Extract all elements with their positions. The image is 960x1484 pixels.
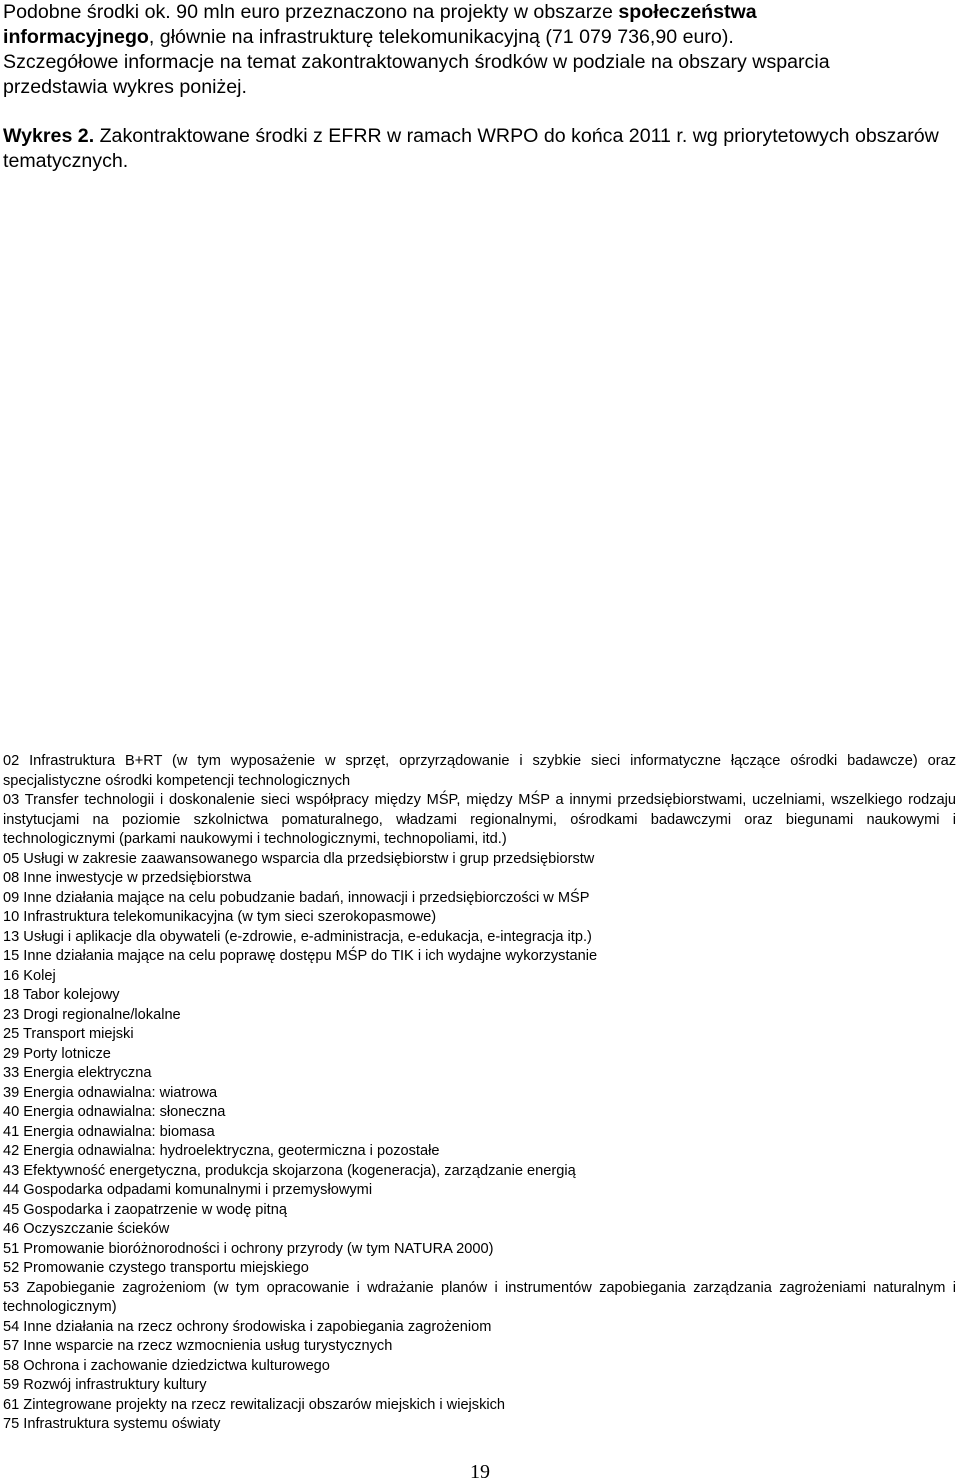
legend-item: 40 Energia odnawialna: słoneczna bbox=[3, 1104, 226, 1120]
legend-item: 43 Efektywność energetyczna, produkcja skojarzona (kogeneracja), zarządzanie energią bbox=[3, 1162, 576, 1179]
legend-item: 58 Ochrona i zachowanie dziedzictwa kulturowego bbox=[3, 1357, 330, 1374]
legend-item: 51 Promowanie bioróżnorodności i ochrony przyrody (w tym NATURA 2000) bbox=[3, 1240, 494, 1257]
intro-line-4: przedstawia wykres poniżej. bbox=[3, 76, 247, 98]
intro-paragraph bbox=[3, 0, 956, 100]
figure-title: Zakontraktowane środki z EFRR w ramach WRPO do końca 2011 r. wg priorytetowych obszarów tematycznych. bbox=[3, 125, 939, 172]
page-number: 19 bbox=[470, 1461, 490, 1483]
intro-line-2 bbox=[3, 25, 956, 50]
legend-item: 45 Gospodarka i zaopatrzenie w wodę pitną bbox=[3, 1201, 287, 1218]
legend-item: 18 Tabor kolejowy bbox=[3, 987, 120, 1003]
intro-text: Podobne środki ok. 90 mln euro przeznaczono na projekty w obszarze bbox=[3, 1, 619, 23]
intro-bold-term: społeczeństwa bbox=[618, 1, 757, 23]
legend-item: 39 Energia odnawialna: wiatrowa bbox=[3, 1084, 218, 1101]
intro-line-3: Szczegółowe informacje na temat zakontraktowanych środków w podziale na obszary wsparcia bbox=[3, 51, 830, 73]
legend-item: 75 Infrastruktura systemu oświaty bbox=[3, 1416, 221, 1432]
legend-item: 44 Gospodarka odpadami komunalnymi i przemysłowymi bbox=[3, 1182, 373, 1198]
legend-item: 10 Infrastruktura telekomunikacyjna (w tym sieci szerokopasmowe) bbox=[3, 909, 437, 925]
legend-item: 03 Transfer technologii i doskonalenie sieci współpracy między MŚP, między MŚP a innymi przedsiębiorstwami, uczelniami, wszelkiego rodzaju instytucjami na poziomie szkolnictwa pomaturalnego, władzami regionalnymi, ośrodkami badawczymi oraz biegunami naukowymi i technologicznymi (parkami naukowymi i technologicznymi, technopoliami, itd.) bbox=[3, 792, 956, 847]
legend-item: 13 Usługi i aplikacje dla obywateli (e-zdrowie, e-administracja, e-edukacja, e-integracja itp.) bbox=[3, 928, 592, 945]
legend-item: 54 Inne działania na rzecz ochrony środowiska i zapobiegania zagrożeniom bbox=[3, 1318, 492, 1335]
intro-text: , głównie na infrastrukturę telekomunikacyjną (71 079 736,90 euro). bbox=[148, 26, 734, 48]
legend-item: 08 Inne inwestycje w przedsiębiorstwa bbox=[3, 870, 252, 886]
chart-area-blank bbox=[3, 180, 956, 750]
figure-caption bbox=[3, 124, 956, 174]
legend-item: 33 Energia elektryczna bbox=[3, 1065, 152, 1081]
legend-item: 57 Inne wsparcie na rzecz wzmocnienia usług turystycznych bbox=[3, 1338, 393, 1354]
legend-item: 25 Transport miejski bbox=[3, 1026, 134, 1042]
legend-item: 42 Energia odnawialna: hydroelektryczna, geotermiczna i pozostałe bbox=[3, 1143, 440, 1159]
legend-item: 61 Zintegrowane projekty na rzecz rewitalizacji obszarów miejskich i wiejskich bbox=[3, 1396, 506, 1413]
legend-item: 46 Oczyszczanie ścieków bbox=[3, 1221, 170, 1237]
legend-item: 59 Rozwój infrastruktury kultury bbox=[3, 1377, 207, 1393]
legend-item: 15 Inne działania mające na celu poprawę dostępu MŚP do TIK i ich wydajne wykorzystanie bbox=[3, 948, 598, 964]
legend-item: 53 Zapobieganie zagrożeniom (w tym opracowanie i wdrażanie planów i instrumentów zapobiegania zarządzania zagrożeniami naturalnym i technologicznym) bbox=[3, 1279, 956, 1315]
legend-item: 52 Promowanie czystego transportu miejskiego bbox=[3, 1260, 309, 1276]
legend-item: 41 Energia odnawialna: biomasa bbox=[3, 1123, 215, 1140]
legend-item: 02 Infrastruktura B+RT (w tym wyposażenie w sprzęt, oprzyrządowanie i szybkie sieci informatyczne łączące ośrodki badawcze) oraz specjalistyczne ośrodki kompetencji technologicznych bbox=[3, 753, 956, 789]
legend-item: 16 Kolej bbox=[3, 967, 56, 984]
legend-item: 29 Porty lotnicze bbox=[3, 1045, 111, 1062]
legend-item: 09 Inne działania mające na celu pobudzanie badań, innowacji i przedsiębiorczości w MŚP bbox=[3, 889, 590, 906]
figure-label: Wykres 2. bbox=[3, 125, 95, 147]
intro-line-1 bbox=[3, 0, 956, 25]
legend-list bbox=[3, 752, 956, 1435]
intro-bold-term: informacyjnego bbox=[3, 26, 149, 48]
legend-item: 23 Drogi regionalne/lokalne bbox=[3, 1006, 181, 1023]
legend-item: 05 Usługi w zakresie zaawansowanego wsparcia dla przedsiębiorstw i grup przedsiębiorstw bbox=[3, 850, 595, 867]
